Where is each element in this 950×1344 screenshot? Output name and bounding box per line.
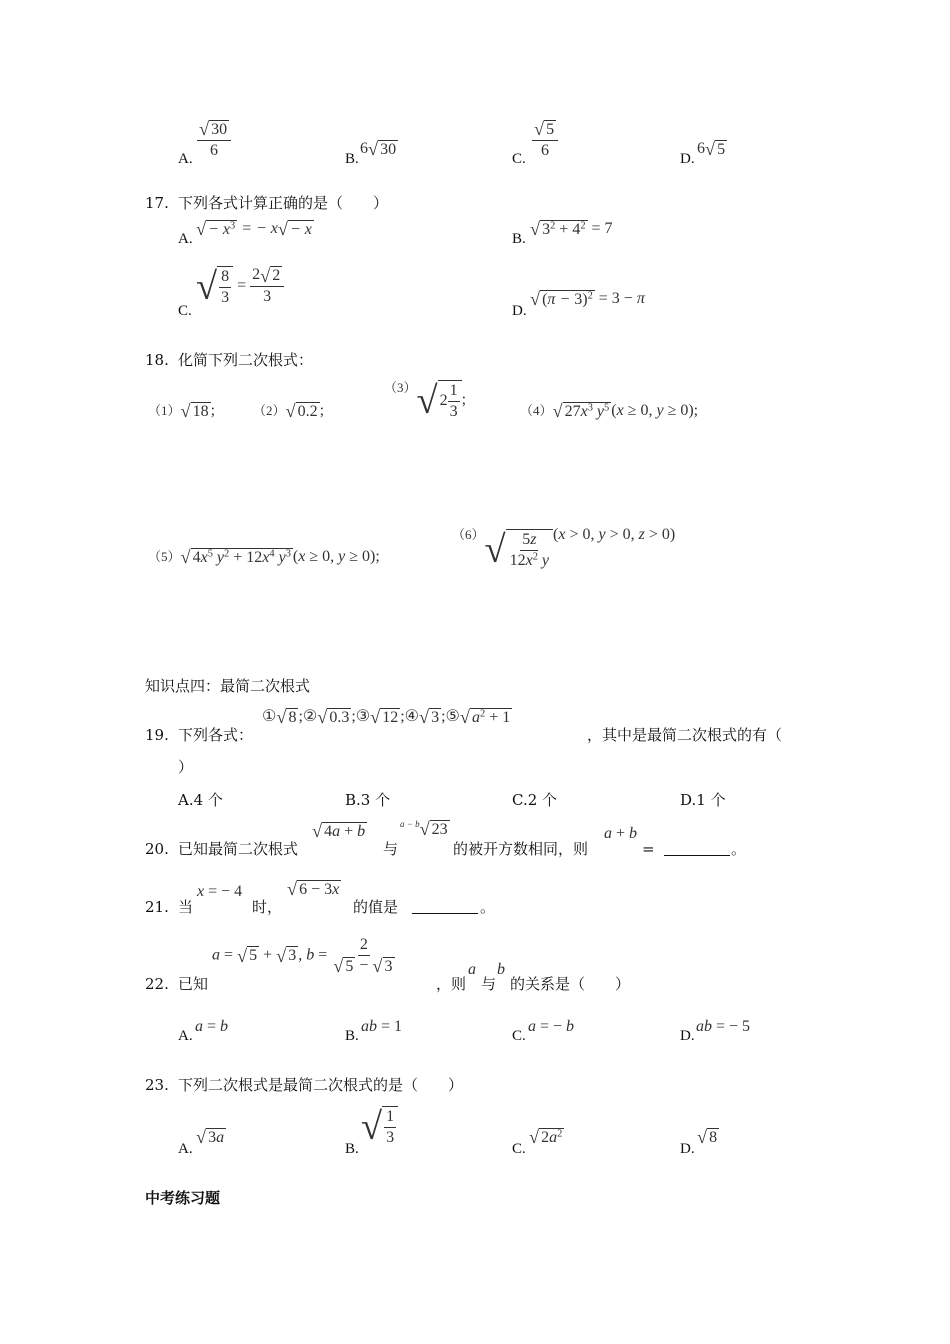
exam-practice-heading: 中考练习题 — [145, 1189, 221, 1207]
q20-sum-expr: a + b — [604, 825, 638, 842]
q22-option-a-math: a = b — [195, 1018, 229, 1035]
q16-option-d-math: 6 √ 5 — [697, 139, 726, 160]
q19-option-d: D.1 个 — [680, 791, 726, 809]
q22-option-d-label: D. — [680, 1028, 695, 1044]
q21-mid: 时， — [252, 898, 283, 916]
q17-option-a-math: √ − $x^3$ = − x √ − x — [196, 219, 312, 240]
q16-option-d-label: D. — [680, 151, 695, 167]
q17-option-c-math: √ $\frac{8}{3}$ = 2 √ 2 3 — [196, 266, 284, 306]
q19-expressions: ① √ 8 ;② √ 0.3 ;③ √ 12 ;④ √ 3 ;⑤ √ $a^2 + 1$ — [262, 707, 511, 728]
q23-option-b-math: √ $\frac{1}{3}$ — [361, 1106, 398, 1146]
q17-option-d-math: √ $(\pi - 3)^2$ = 3 − π — [530, 289, 645, 310]
q17-option-d-label: D. — [512, 303, 527, 319]
q21-end: 。 — [480, 898, 496, 916]
q23-stem: 下列二次根式是最简二次根式的是（ ） — [178, 1076, 464, 1094]
q17-number: 17. — [145, 194, 169, 212]
q20-equals: = — [642, 840, 655, 858]
q18-part-3: $^{(3)}$ √ 2 $\frac{1}{3}$ ; — [384, 379, 467, 422]
q19-option-c: C.2 个 — [512, 791, 558, 809]
q21-radical: √ 6 − 3x — [287, 879, 340, 900]
q22-and: 与 — [481, 975, 497, 993]
q22-option-a-label: A. — [178, 1028, 193, 1044]
q19-stem-post: ，其中是最简二次根式的有（ — [587, 726, 783, 744]
q22-number: 22. — [145, 975, 169, 993]
q22-option-c-math: a = − b — [528, 1018, 575, 1035]
q23-option-c-math: √ $2a^2$ — [529, 1127, 563, 1148]
q22-post: 的关系是（ ） — [510, 975, 631, 993]
q23-option-d-math: √ 8 — [697, 1127, 718, 1148]
q20-answer-blank[interactable] — [664, 842, 730, 857]
q16-option-b-label: B. — [345, 151, 359, 167]
q22-option-d-math: ab = − 5 — [696, 1018, 751, 1035]
q18-part-1: （1） √ 18 ; — [148, 401, 216, 422]
q18-part-4: （4） √ $27x^3$ $y^5$ (x ≥ 0, y ≥ 0); — [520, 401, 699, 422]
q18-number: 18. — [145, 351, 169, 369]
q21-condition: x = − 4 — [197, 883, 243, 900]
q16-option-a-math: √ 30 6 — [197, 120, 231, 159]
q17-option-c-label: C. — [178, 303, 192, 319]
q17-option-a-label: A. — [178, 231, 193, 247]
q20-end: 。 — [731, 840, 747, 858]
q23-number: 23. — [145, 1076, 169, 1094]
q16-option-c-math: √ 5 6 — [532, 120, 558, 159]
q19-option-b: B.3 个 — [345, 791, 391, 809]
q19-number: 19. — [145, 726, 169, 744]
q17-option-b-label: B. — [512, 231, 526, 247]
q22-option-b-label: B. — [345, 1028, 359, 1044]
q21-number: 21. — [145, 898, 169, 916]
q20-mid: 与 — [383, 840, 399, 858]
q22-var-a: a — [468, 961, 476, 978]
q17-stem: 下列各式计算正确的是（ ） — [178, 194, 389, 212]
q16-option-c-label: C. — [512, 151, 526, 167]
q18-part-6: $^{(6)}$ √ $\frac{5z}{12x^2 y}$ (x > 0, y > 0, z > 0) — [452, 526, 676, 572]
q23-option-d-label: D. — [680, 1141, 695, 1157]
q22-given-expr: a = √ 5 + √ 3 , b = 2 √ 5 − √ 3 — [212, 936, 393, 976]
q16-option-b-math: 6 √ 30 — [360, 139, 397, 160]
q19-stem-close: ） — [178, 758, 194, 776]
q17-option-b-math: √ $3^2 + 4^2$ = 7 — [530, 219, 613, 240]
q18-part-5: （5） √ $4x^5$ $y^2 + 12x^4$ $y^3$ (x ≥ 0, y ≥ 0); — [148, 547, 380, 568]
q16-option-a-label: A. — [178, 151, 193, 167]
q22-mid: ，则 — [436, 975, 467, 993]
q22-option-c-label: C. — [512, 1028, 526, 1044]
q20-radical-1: √ 4a + b — [312, 821, 366, 842]
q19-option-a: A.4 个 — [178, 791, 223, 809]
section-heading-4: 知识点四：最简二次根式 — [145, 677, 311, 695]
q23-option-a-label: A. — [178, 1141, 193, 1157]
q20-pre: 已知最简二次根式 — [178, 840, 299, 858]
q23-option-c-label: C. — [512, 1141, 526, 1157]
q22-var-b: b — [497, 961, 505, 978]
q23-option-b-label: B. — [345, 1141, 359, 1157]
q22-pre: 已知 — [178, 975, 209, 993]
q20-radical-2: $^{a - b}$ √ 23 — [400, 819, 448, 840]
q23-option-a-math: √ 3a — [196, 1127, 225, 1148]
q21-answer-blank[interactable] — [412, 900, 478, 915]
q22-option-b-math: ab = 1 — [361, 1018, 403, 1035]
q19-stem-pre: 下列各式： — [178, 726, 254, 744]
q18-part-2: （2） √ 0.2 ; — [253, 401, 325, 422]
q20-number: 20. — [145, 840, 169, 858]
q20-post: 的被开方数相同，则 — [453, 840, 589, 858]
q21-post: 的值是 — [353, 898, 399, 916]
q21-pre: 当 — [178, 898, 194, 916]
q18-stem: 化简下列二次根式： — [178, 351, 314, 369]
